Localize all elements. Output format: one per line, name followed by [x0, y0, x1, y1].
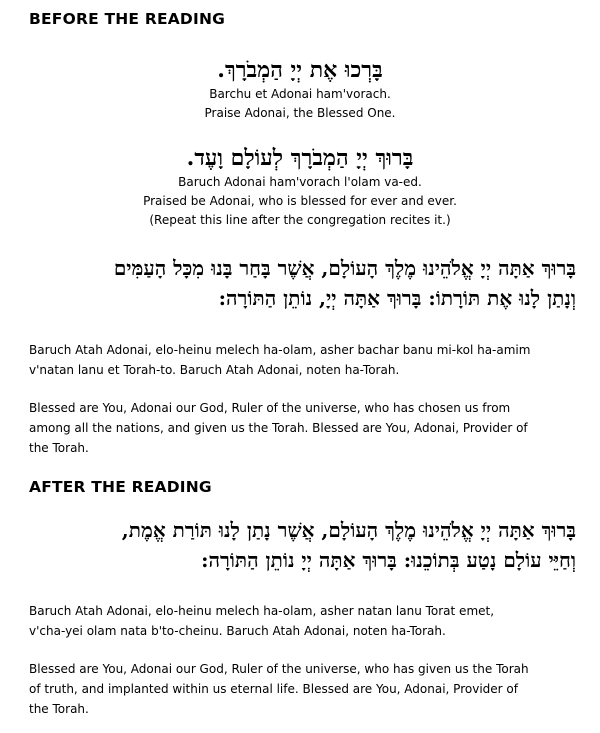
- barchu-hebrew: בָּרְכוּ אֶת יְיָ הַמְבֹרָךְ.: [217, 57, 383, 83]
- hebrew-line: וְחַיֵּי עוֹלָם נָטַע בְּתוֹכֵנוּ: בָּרוּךְ אַתָּה יְיָ נוֹתֵן הַתּוֹרָה:: [201, 548, 576, 572]
- barchu-call: [0, 55, 600, 123]
- barchu-translation: Praise Adonai, the Blessed One.: [204, 106, 396, 120]
- text-line: Blessed are You, Adonai our God, Ruler of the universe, who has chosen us from: [29, 401, 511, 415]
- response-hebrew: בָּרוּךְ יְיָ הַמְבֹרָךְ לְעוֹלָם וָעֶד.: [186, 145, 414, 171]
- text-line: Baruch Atah Adonai, elo-heinu melech ha-olam, asher bachar banu mi-kol ha-amim: [29, 343, 531, 357]
- after-reading-heading: AFTER THE READING: [29, 478, 212, 496]
- before-blessing-translation: [29, 398, 579, 458]
- after-blessing-hebrew: [24, 515, 576, 575]
- hebrew-line: בָּרוּךְ אַתָּה יְיָ אֱלֹהֵינוּ מֶלֶךְ הָעוֹלָם, אֲשֶׁר נָתַן לָנוּ תּוֹרַת אֱמֶת,: [121, 518, 576, 542]
- text-line: Baruch Atah Adonai, elo-heinu melech ha-olam, asher natan lanu Torat emet,: [29, 604, 495, 618]
- barchu-response: [0, 143, 600, 230]
- before-reading-heading: BEFORE THE READING: [29, 10, 226, 28]
- text-line: v'cha-yei olam nata b'to-cheinu. Baruch Atah Adonai, noten ha-Torah.: [29, 624, 446, 638]
- after-blessing-translation: [29, 659, 579, 719]
- text-line: among all the nations, and given us the Torah. Blessed are You, Adonai, Provider of: [29, 421, 528, 435]
- before-blessing-hebrew: [24, 253, 576, 313]
- barchu-transliteration: Barchu et Adonai ham'vorach.: [209, 87, 391, 101]
- response-transliteration: Baruch Adonai ham'vorach l'olam va-ed.: [178, 175, 422, 189]
- text-line: the Torah.: [29, 702, 89, 716]
- text-line: of truth, and implanted within us eternal life. Blessed are You, Adonai, Provider of: [29, 682, 518, 696]
- response-translation: Praised be Adonai, who is blessed for ever and ever.: [143, 194, 457, 208]
- before-blessing-transliteration: [29, 340, 579, 380]
- after-blessing-transliteration: [29, 601, 579, 641]
- text-line: the Torah.: [29, 441, 89, 455]
- text-line: Blessed are You, Adonai our God, Ruler of the universe, who has given us the Torah: [29, 662, 529, 676]
- response-instruction: (Repeat this line after the congregation recites it.): [149, 213, 451, 227]
- text-line: v'natan lanu et Torah-to. Baruch Atah Adonai, noten ha-Torah.: [29, 363, 400, 377]
- hebrew-line: בָּרוּךְ אַתָּה יְיָ אֱלֹהֵינוּ מֶלֶךְ הָעוֹלָם, אֲשֶׁר בָּחַר בָּנוּ מִכָּל הָעַמִּים: [113, 256, 576, 280]
- hebrew-line: וְנָתַן לָנוּ אֶת תּוֹרָתוֹ: בָּרוּךְ אַתָּה יְיָ, נוֹתֵן הַתּוֹרָה:: [218, 286, 576, 310]
